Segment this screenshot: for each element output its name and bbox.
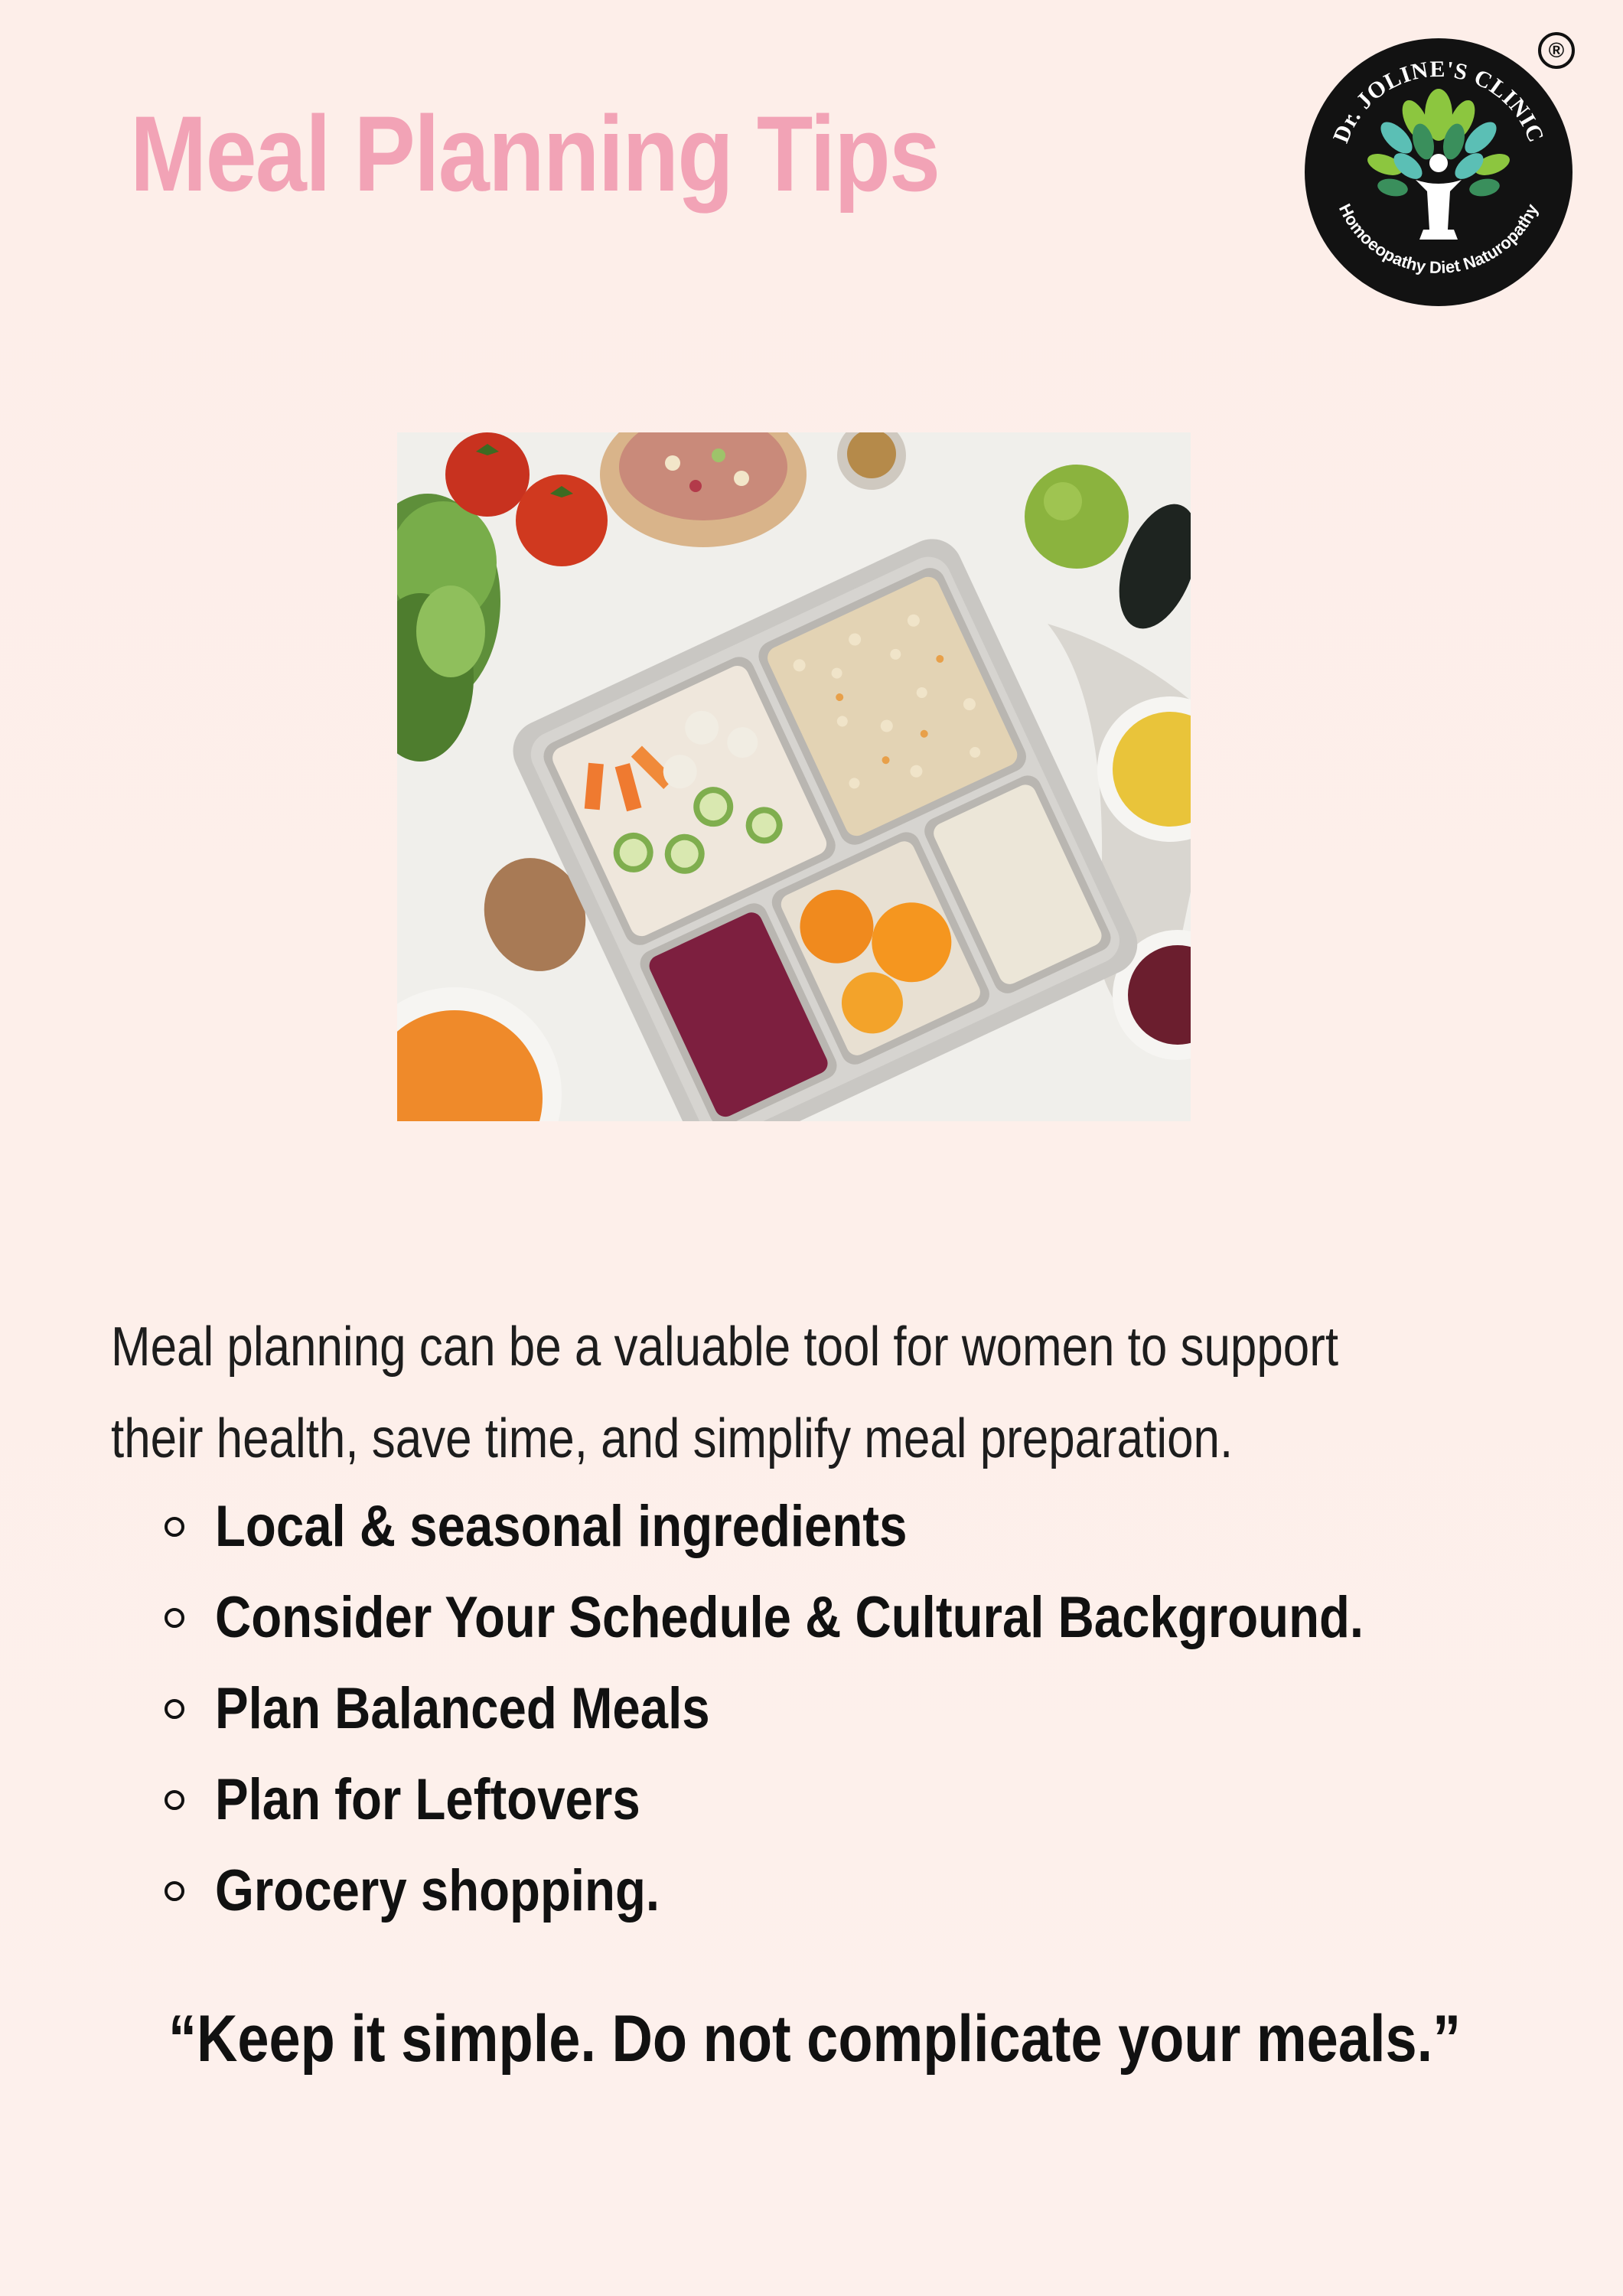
tip-text: Plan for Leftovers xyxy=(215,1767,640,1832)
page-title: Meal Planning Tips xyxy=(130,93,940,214)
list-item xyxy=(165,1481,1550,1572)
closing-quote: “Keep it simple. Do not complicate your meals.” xyxy=(168,2002,1462,2076)
tip-text: Consider Your Schedule & Cultural Background. xyxy=(215,1585,1364,1650)
intro-line-1: Meal planning can be a valuable tool for women to support xyxy=(111,1316,1339,1378)
tip-text: Local & seasonal ingredients xyxy=(215,1494,908,1559)
intro-line-2: their health, save time, and simplify meal preparation. xyxy=(111,1408,1234,1469)
list-item xyxy=(165,1754,1550,1845)
bullet-circle-icon xyxy=(165,1699,184,1719)
tip-text: Grocery shopping. xyxy=(215,1858,660,1923)
list-item xyxy=(165,1845,1550,1936)
list-item xyxy=(165,1663,1550,1754)
logo-word-3: Naturopathy xyxy=(1461,201,1543,274)
logo-top-text: Dr. JOLINE'S CLINIC xyxy=(1328,56,1550,147)
bullet-circle-icon xyxy=(165,1608,184,1628)
intro-paragraph xyxy=(111,1301,1339,1485)
clinic-logo xyxy=(1301,34,1576,310)
bullet-circle-icon xyxy=(165,1517,184,1537)
bullet-circle-icon xyxy=(165,1881,184,1901)
registered-mark-icon: ® xyxy=(1538,32,1575,69)
tips-list xyxy=(165,1481,1550,1936)
logo-word-1: Homoeopathy xyxy=(1335,201,1428,276)
list-item xyxy=(165,1572,1550,1663)
bullet-circle-icon xyxy=(165,1790,184,1810)
meal-prep-tray-photo xyxy=(397,432,1191,1121)
logo-word-2: Diet xyxy=(1429,256,1462,278)
tip-text: Plan Balanced Meals xyxy=(215,1676,710,1741)
